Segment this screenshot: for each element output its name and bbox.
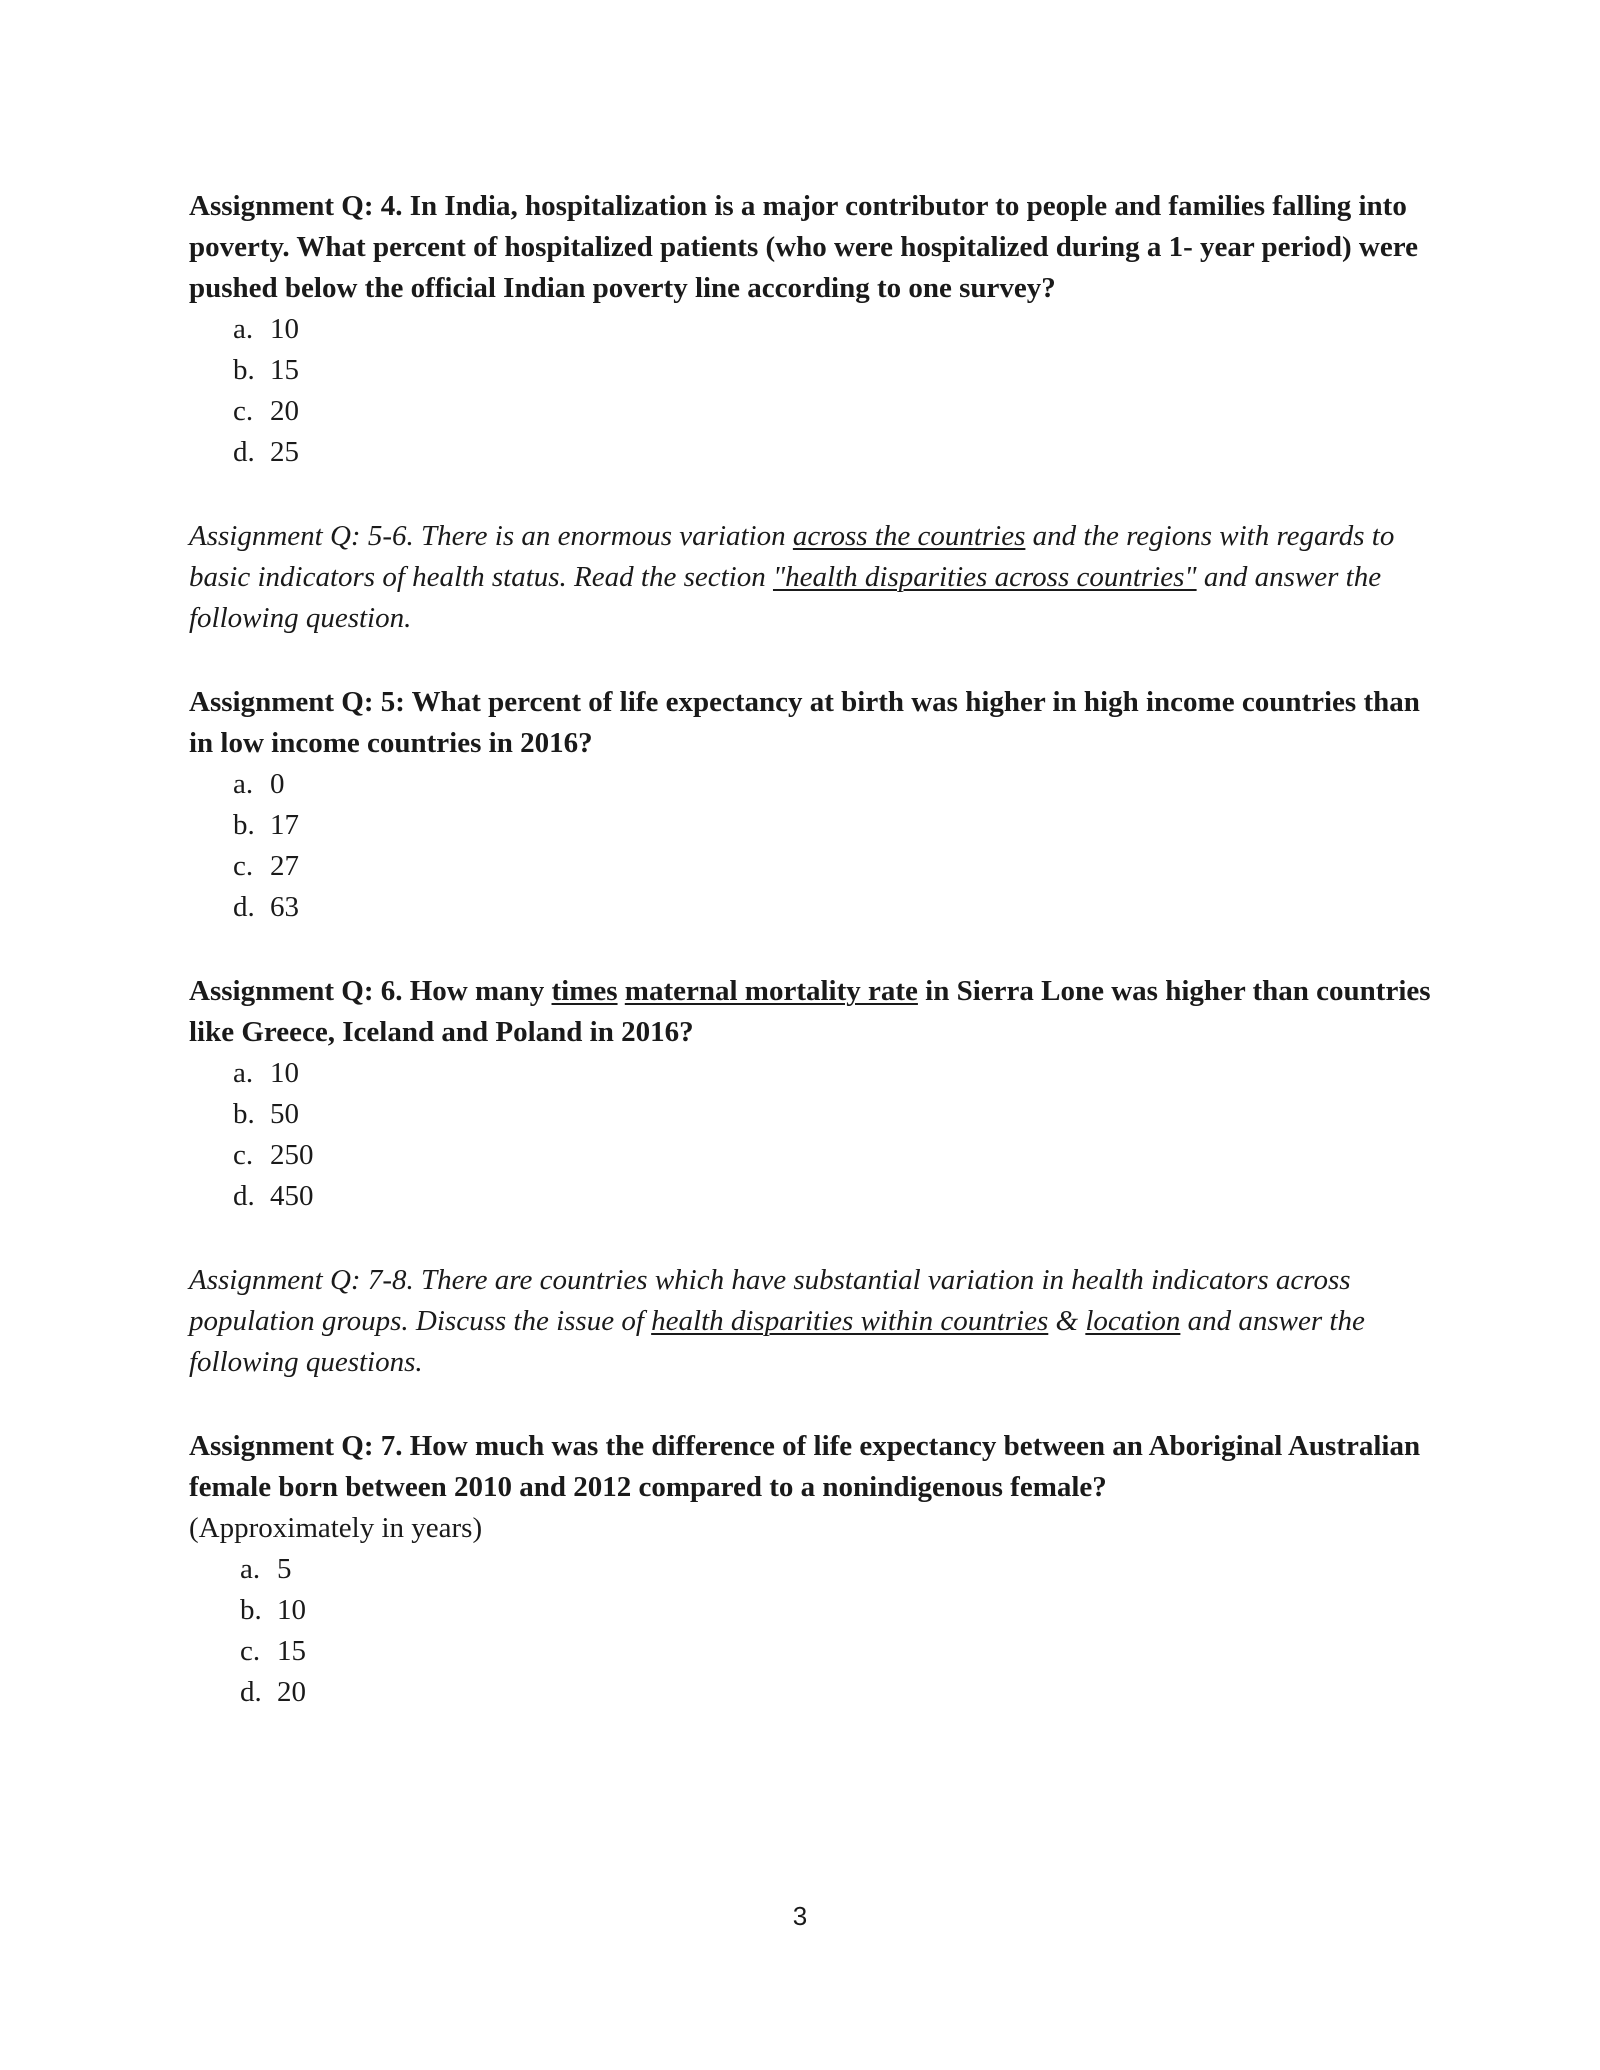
question-4-text: Assignment Q: 4. In India, hospitalization is a major contributor to people and families falling into poverty. What percent of hospitalized patients (who were hospitalized during a 1- year period) were pushed below the official Indian poverty line according to one survey? xyxy=(189,190,1418,304)
option-c: c. 27 xyxy=(233,850,299,882)
page-number: 3 xyxy=(792,1901,808,1931)
option-a: a. 5 xyxy=(240,1553,292,1585)
instruction-5-6: Assignment Q: 5-6. There is an enormous variation across the countries and the regions with regards to basic indicators of health status. Read the section "health disparities across countries" and answer the following question. xyxy=(189,520,1395,634)
question-4-options xyxy=(233,309,299,473)
option-a: a. 0 xyxy=(233,768,285,800)
option-b: b. 50 xyxy=(233,1098,299,1130)
option-a: a. 10 xyxy=(233,1057,299,1089)
question-5-options xyxy=(233,764,299,928)
question-6-text: Assignment Q: 6. How many times maternal mortality rate in Sierra Lone was higher than countries like Greece, Iceland and Poland in 2016? xyxy=(189,975,1431,1048)
option-b: b. 17 xyxy=(233,809,299,841)
link-health-disparities-across-countries[interactable]: "health disparities across countries" xyxy=(772,561,1197,593)
instruction-7-8: Assignment Q: 7-8. There are countries which have substantial variation in health indicators across population groups. Discuss the issue of health disparities within countries & location and answer the following questions. xyxy=(189,1264,1365,1378)
question-7-options xyxy=(240,1549,306,1713)
question-7-note: (Approximately in years) xyxy=(189,1512,483,1544)
option-b: b. 15 xyxy=(233,354,299,386)
link-across-the-countries[interactable]: across the countries xyxy=(792,520,1026,552)
option-d: d. 20 xyxy=(240,1676,306,1708)
question-7-text: Assignment Q: 7. How much was the difference of life expectancy between an Aboriginal Australian female born between 2010 and 2012 compared to a nonindigenous female? (Approximately in years) xyxy=(189,1430,1421,1544)
link-location[interactable]: location xyxy=(1085,1305,1181,1337)
question-5-text: Assignment Q: 5: What percent of life expectancy at birth was higher in high income countries than in low income countries in 2016? xyxy=(189,686,1420,759)
option-c: c. 20 xyxy=(233,395,299,427)
option-c: c. 15 xyxy=(240,1635,306,1667)
option-d: d. 25 xyxy=(233,436,299,468)
option-d: d. 63 xyxy=(233,891,299,923)
option-d: d. 450 xyxy=(233,1180,314,1212)
option-c: c. 250 xyxy=(233,1139,314,1171)
underlined-maternal-mortality-rate: maternal mortality rate xyxy=(624,975,918,1007)
option-b: b. 10 xyxy=(240,1594,306,1626)
underlined-times: times xyxy=(551,975,618,1007)
question-6-options xyxy=(233,1053,314,1217)
link-health-disparities-within-countries[interactable]: health disparities within countries xyxy=(651,1305,1049,1337)
option-a: a. 10 xyxy=(233,313,299,345)
